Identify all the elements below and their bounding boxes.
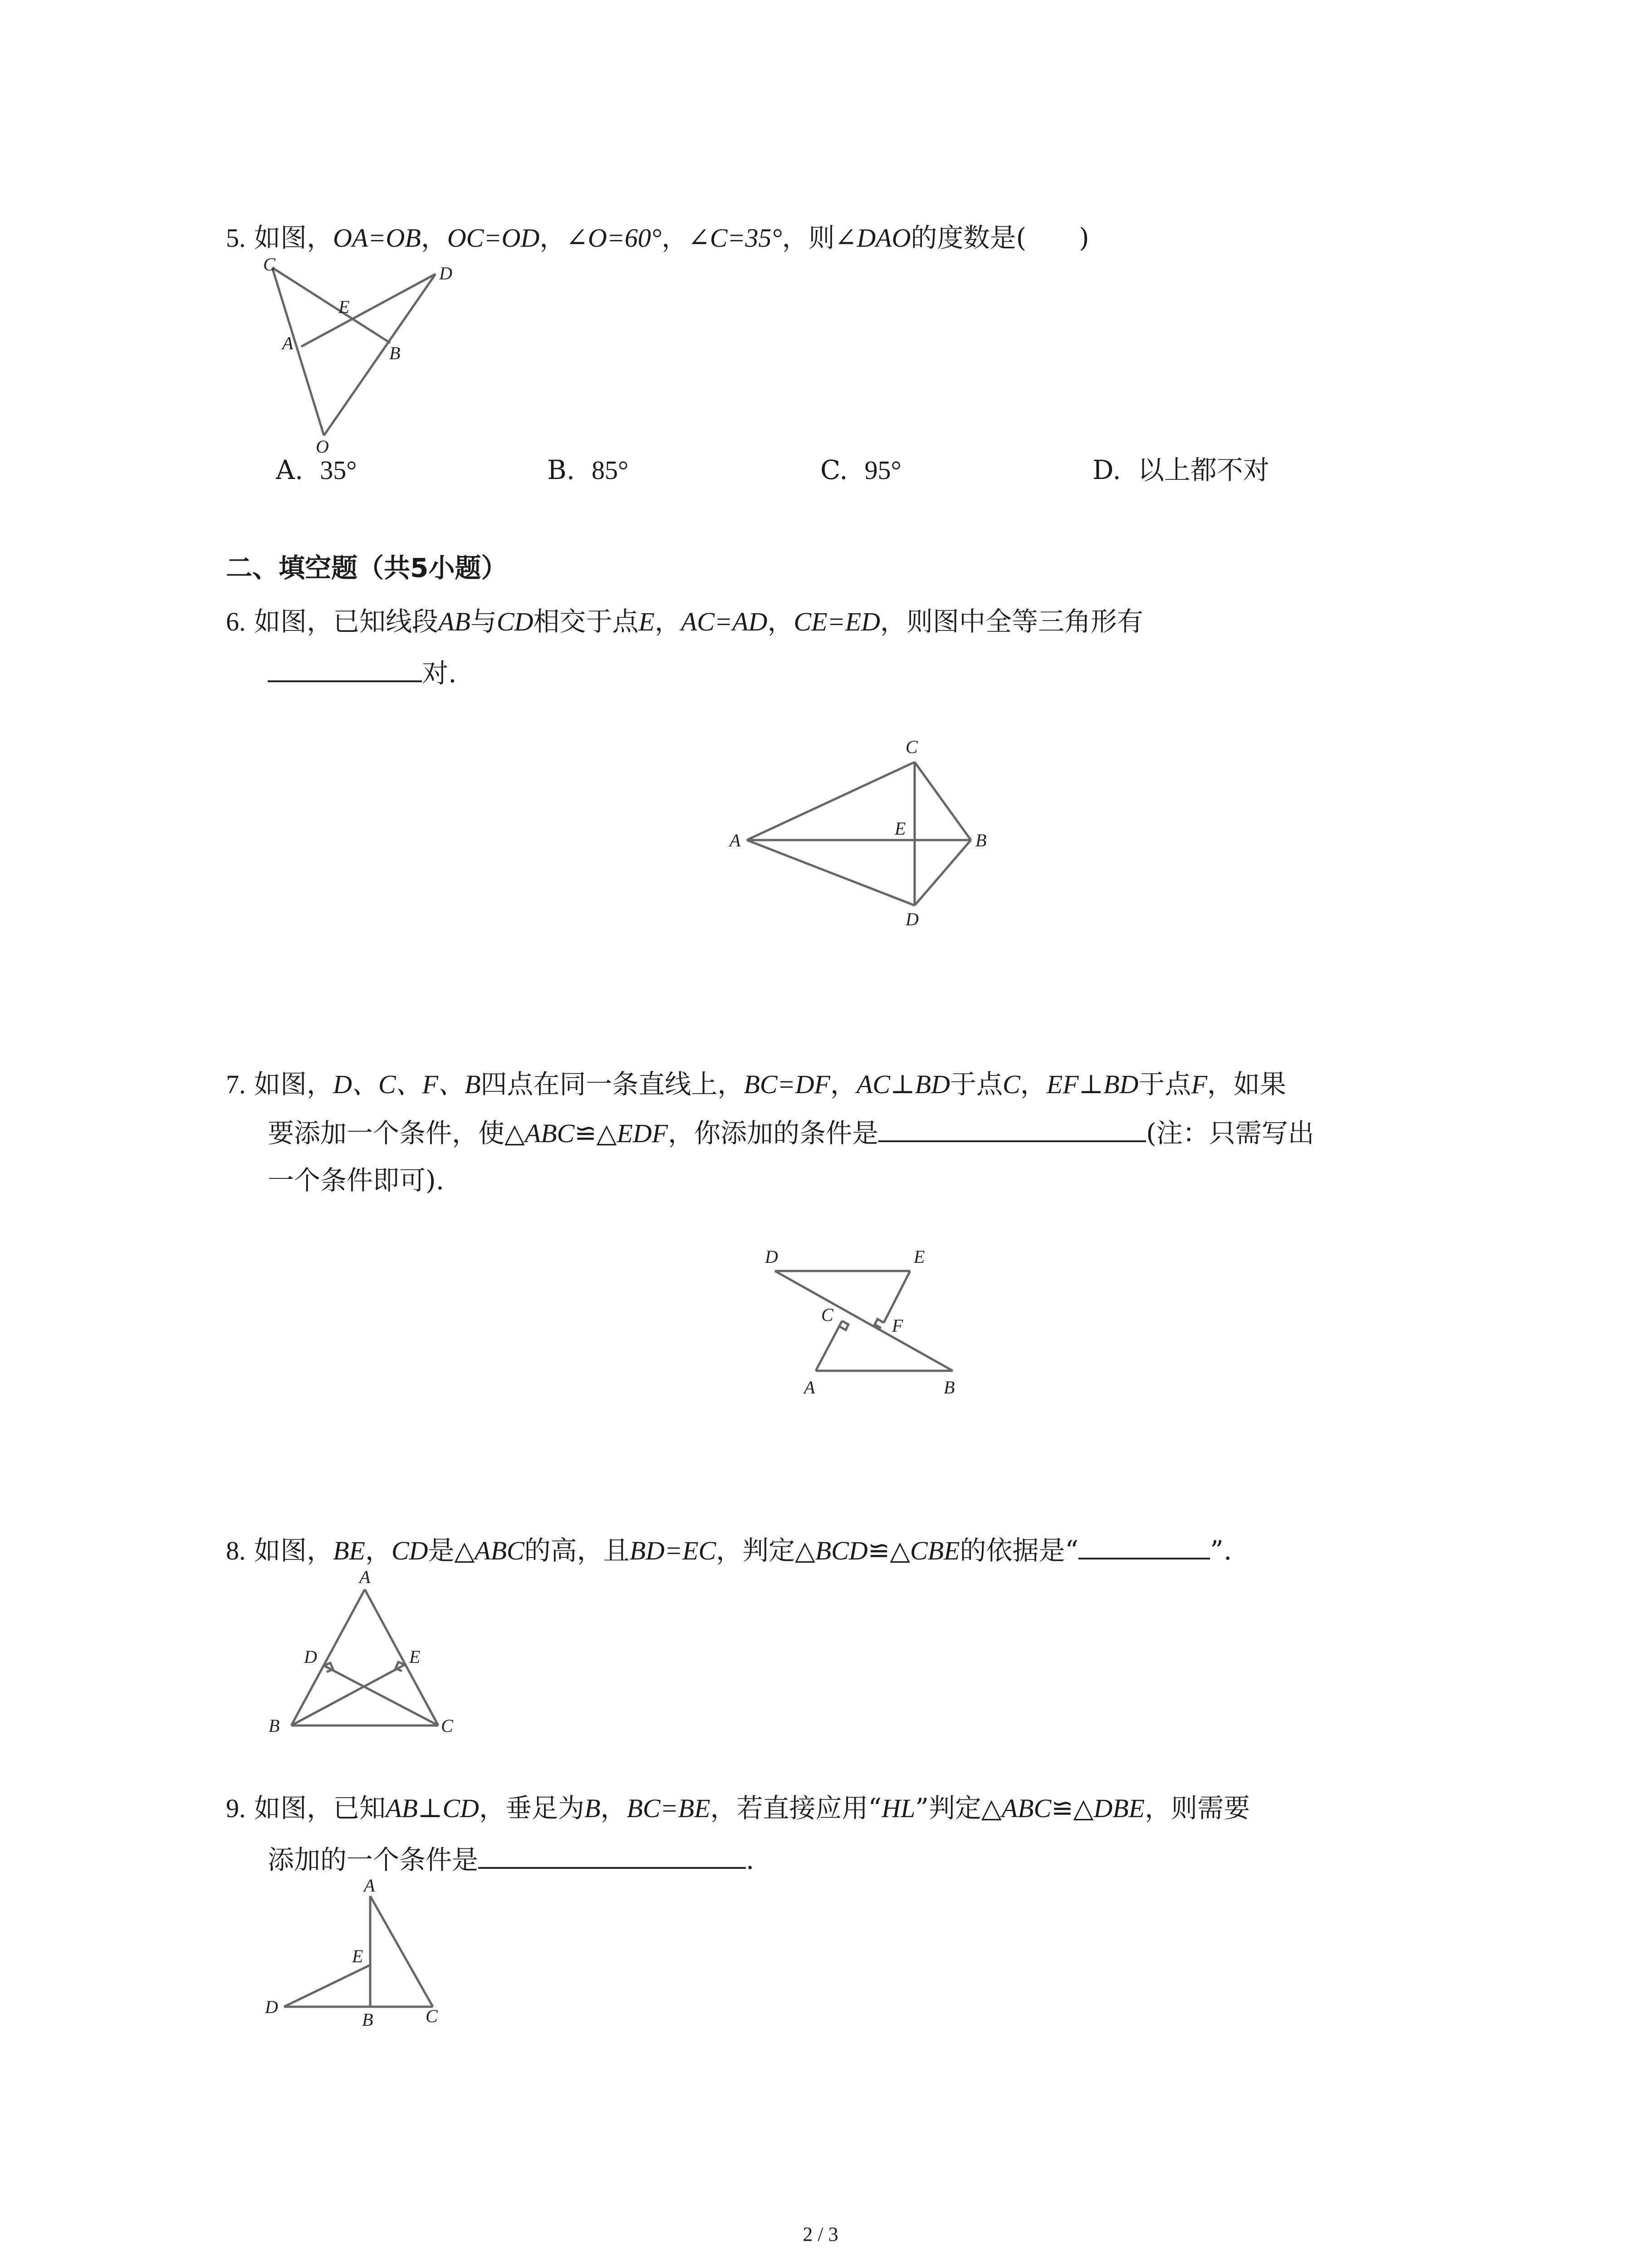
condition: BC=BE [627, 1794, 710, 1823]
point-label-b: B [975, 830, 987, 850]
condition: CE=ED [794, 607, 881, 636]
condition: OC=OD [447, 223, 540, 253]
question-7-figure [753, 1243, 989, 1397]
point-label-d: D [906, 909, 919, 929]
question-number: 5. [226, 223, 246, 253]
choice-d[interactable] [1092, 452, 1269, 488]
segment: CD [496, 607, 534, 636]
answer-blank[interactable] [1078, 1530, 1210, 1559]
point-label-a: A [730, 830, 741, 850]
condition: BD=EC [629, 1536, 716, 1565]
condition: ∠O=60° [566, 223, 662, 253]
stem-text: ，则 [782, 222, 835, 253]
stem-text: ，则需要 [1145, 1793, 1250, 1823]
point-label-a: A [364, 1875, 375, 1896]
point-label-d: D [439, 263, 452, 284]
points: D、C、F、B [333, 1070, 481, 1099]
choice-label: D. [1092, 455, 1121, 485]
point-label-d: D [304, 1647, 317, 1667]
stem-text: (注：只需写出 [1146, 1118, 1314, 1149]
question-number: 6. [226, 607, 246, 636]
point-label-c: C [441, 1716, 453, 1736]
stem-text: 如图， [254, 1535, 333, 1566]
choice-b[interactable] [547, 452, 628, 489]
question-7-line-1 [226, 1066, 1286, 1103]
point-label-b: B [944, 1377, 955, 1398]
point: C [1003, 1070, 1020, 1099]
segment: CD [391, 1536, 428, 1565]
separator: ， [365, 1535, 392, 1566]
point-label-e: E [895, 818, 906, 839]
answer-blank[interactable] [268, 653, 422, 682]
stem-text: 的依据是“ [960, 1535, 1079, 1566]
stem-text: 四点在同一条直线上， [480, 1069, 744, 1100]
question-7-line-2 [268, 1113, 1314, 1152]
stem-text: . [746, 1844, 754, 1875]
choice-label: A. [276, 455, 304, 485]
stem-text: 如图， [254, 222, 333, 253]
answer-blank[interactable] [478, 1840, 746, 1869]
choice-c[interactable] [820, 452, 901, 489]
stem-text: ，如果 [1207, 1069, 1286, 1100]
triangle: BCD [815, 1536, 868, 1565]
stem-text: ，判定△ [716, 1535, 815, 1566]
question-7-line-3 [268, 1162, 444, 1198]
stem-text: ≌△ [574, 1118, 617, 1149]
stem-text: 于点 [950, 1069, 1003, 1100]
stem-text: ≌△ [1051, 1793, 1094, 1823]
triangle: DBE [1093, 1794, 1145, 1823]
separator: ， [421, 222, 447, 253]
separator: ， [1020, 1069, 1047, 1100]
question-9-figure [263, 1875, 463, 2030]
separator: ， [600, 1793, 627, 1823]
question-5-figure [254, 254, 463, 457]
answer-blank[interactable] [878, 1113, 1146, 1142]
stem-text: ，若直接应用“ [710, 1793, 882, 1823]
point-label-e: E [409, 1647, 421, 1667]
point-label-c: C [426, 2006, 438, 2026]
stem-text: 如图， [254, 1069, 333, 1100]
point: F [1191, 1070, 1207, 1099]
choice-value: 以上都不对 [1137, 455, 1269, 485]
theorem: HL [882, 1794, 916, 1823]
segment: BE [333, 1536, 365, 1565]
point-label-c: C [263, 254, 275, 274]
point-label-a: A [359, 1567, 371, 1587]
stem-text: 一个条件即可). [268, 1165, 445, 1196]
point-label-e: E [352, 1946, 363, 1966]
separator: ， [767, 606, 794, 637]
triangle: ABC [1001, 1794, 1052, 1823]
point-label-a: A [282, 333, 294, 353]
page-number: 2 / 3 [803, 2223, 838, 2245]
point-label-e: E [914, 1246, 925, 1267]
condition: AB⊥CD [385, 1794, 479, 1823]
point-label-d: D [265, 1997, 278, 2017]
question-5-stem [226, 220, 1089, 256]
condition: ∠C=35° [688, 223, 782, 253]
point-label-o: O [316, 436, 329, 457]
stem-text: 的度数是( ) [911, 222, 1089, 253]
choice-label: B. [547, 455, 575, 485]
stem-text: ，你添加的条件是 [668, 1118, 879, 1149]
triangle: ABC [524, 1119, 575, 1148]
point-label-b: B [389, 343, 401, 363]
point-label-b: B [362, 2009, 373, 2030]
question-6-stem [226, 603, 1143, 640]
segment: AB [438, 607, 470, 636]
stem-text: 于点 [1138, 1069, 1191, 1100]
condition: BC=DF [744, 1070, 830, 1099]
stem-text: ，垂足为 [479, 1793, 584, 1823]
point: E [638, 607, 655, 636]
question-6-answer-line [268, 653, 456, 691]
triangle: EDF [617, 1119, 668, 1148]
condition: OA=OB [333, 223, 421, 253]
separator: ， [539, 222, 566, 253]
stem-text: 添加的一个条件是 [268, 1844, 479, 1875]
choice-value: 85° [591, 455, 629, 485]
point-label-c: C [821, 1305, 833, 1325]
choice-label: C. [820, 455, 848, 485]
question-9-line-2 [268, 1840, 754, 1878]
condition: EF⊥BD [1046, 1070, 1139, 1099]
section-title: 二、填空题（共5小题） [226, 552, 508, 583]
stem-text: 要添加一个条件，使△ [268, 1118, 525, 1149]
stem-text: 是△ [428, 1535, 475, 1566]
stem-text: 如图，已知线段 [254, 606, 438, 637]
question-8-stem [226, 1530, 1232, 1569]
question-8-figure [263, 1569, 472, 1742]
point: B [584, 1794, 601, 1823]
choice-value: 35° [320, 455, 357, 485]
point-label-c: C [906, 737, 918, 757]
question-number: 9. [226, 1794, 246, 1823]
stem-text: 与 [470, 606, 497, 637]
question-6-figure [726, 735, 1007, 939]
stem-text: ”判定△ [915, 1793, 1002, 1823]
separator: ， [830, 1069, 857, 1100]
target-angle: ∠DAO [834, 223, 911, 253]
stem-text: ”. [1210, 1535, 1232, 1566]
choice-a[interactable] [276, 452, 357, 489]
point-label-b: B [269, 1716, 280, 1736]
separator: ， [654, 606, 681, 637]
stem-text: 的高，且 [524, 1535, 630, 1566]
condition: AC=AD [681, 607, 768, 636]
point-label-e: E [338, 297, 350, 317]
stem-text: 相交于点 [533, 606, 639, 637]
stem-text: ≌△ [867, 1535, 910, 1566]
choice-value: 95° [864, 455, 901, 485]
point-label-d: D [765, 1246, 778, 1267]
stem-text: ，则图中全等三角形有 [880, 606, 1144, 637]
question-9-line-1 [226, 1790, 1250, 1827]
separator: ， [661, 222, 688, 253]
question-number: 8. [226, 1536, 246, 1565]
question-number: 7. [226, 1070, 246, 1099]
point-label-a: A [804, 1377, 815, 1398]
condition: AC⊥BD [857, 1070, 950, 1099]
stem-text: 如图，已知 [254, 1793, 386, 1823]
triangle: CBE [910, 1536, 960, 1565]
stem-text: 对. [422, 658, 457, 689]
triangle: ABC [475, 1536, 524, 1565]
point-label-f: F [892, 1315, 903, 1336]
